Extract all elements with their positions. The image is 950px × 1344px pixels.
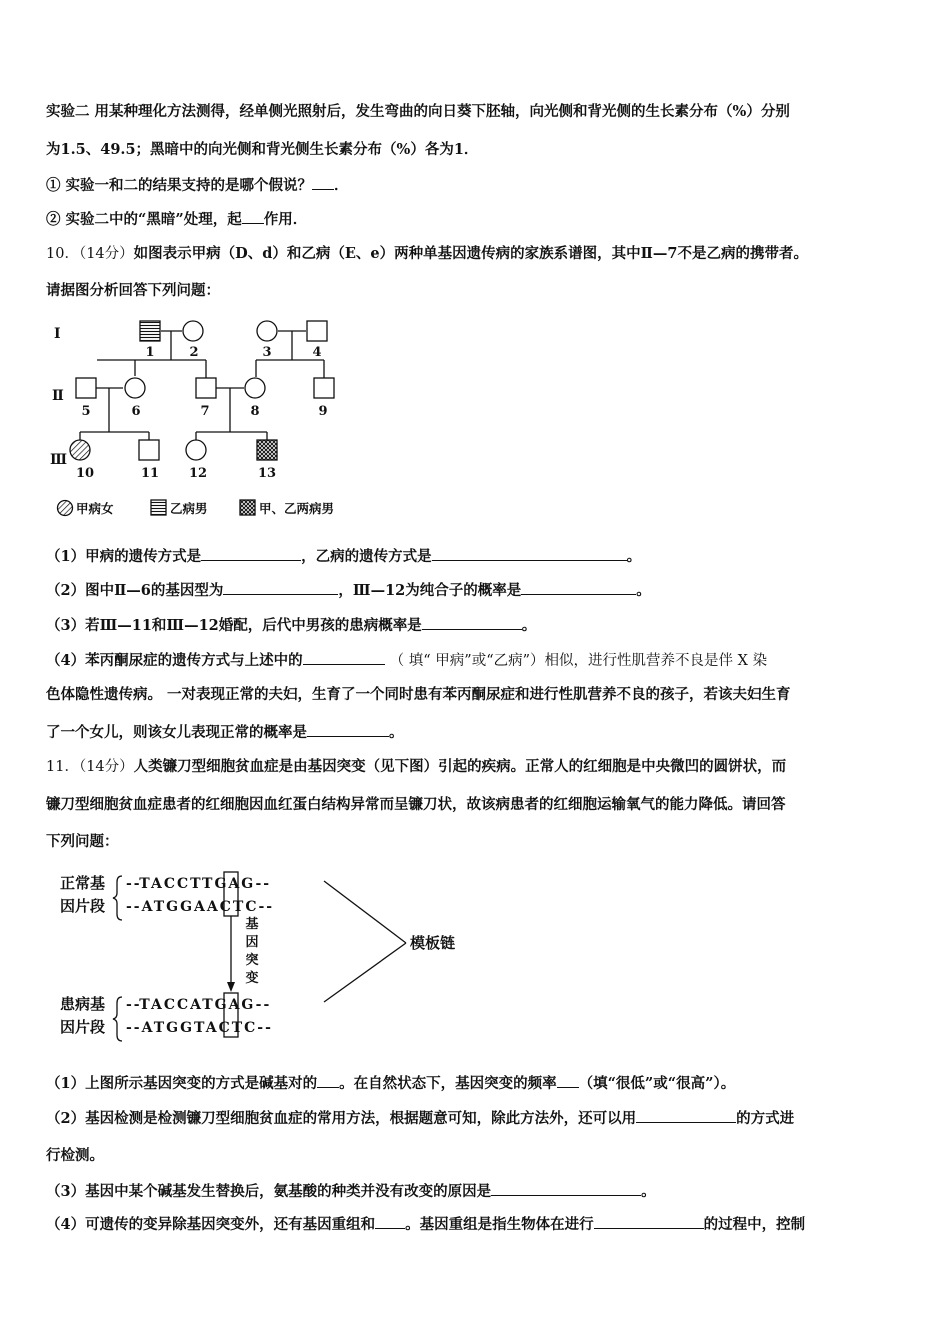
- q11-stem-1: 11．（14分）人类镰刀型细胞贫血症是由基因突变（见下图）引起的疾病。正常人的红细胞是中央微凹的圆饼状，而: [46, 758, 787, 775]
- answer-blank[interactable]: [375, 1214, 405, 1229]
- id-label-6: 6: [131, 404, 141, 419]
- q9-subquestion-2: ② 实验二中的“黑暗”处理，起 作用．: [46, 211, 308, 228]
- individual-4: [307, 321, 327, 341]
- individual-2: [183, 321, 203, 341]
- q10-part-2: （2）图中Ⅱ—6的基因型为 ，Ⅲ—12为纯合子的概率是 。: [46, 582, 651, 599]
- individual-10: [70, 440, 90, 460]
- normal-strand-1: --TACCTTGAG--: [126, 876, 272, 892]
- pedigree-chart: [40, 312, 380, 524]
- q10-stem-1: 10．（14分）如图表示甲病（D、d）和乙病（E、e）两种单基因遗传病的家族系谱图，其中Ⅱ—7不是乙病的携带者。: [46, 245, 808, 262]
- individual-8: [245, 378, 265, 398]
- answer-blank[interactable]: [636, 1108, 736, 1123]
- q11-part-4: （4）可遗传的变异除基因突变外，还有基因重组和 。基因重组是指生物体在进行 的过程中，控制: [46, 1216, 806, 1233]
- individual-5: [76, 378, 96, 398]
- q10-stem-2: 请据图分析回答下列问题：: [46, 282, 220, 299]
- answer-blank[interactable]: [422, 615, 522, 630]
- individual-13: [257, 440, 277, 460]
- q10-part-4: （4）苯丙酮尿症的遗传方式与上述中的 （ 填“ 甲病”或“乙病”）相似，进行性肌营养不良是伴 X 染: [46, 652, 768, 669]
- id-label-10: 10: [75, 466, 95, 481]
- id-label-13: 13: [257, 466, 277, 481]
- answer-blank[interactable]: [521, 580, 636, 595]
- legend-label-both-male: 甲、乙两病男: [259, 501, 335, 516]
- mutant-gene-label-2: 因片段: [60, 1018, 106, 1036]
- template-strand-label: 模板链: [410, 934, 456, 952]
- template-pointer-top: [324, 881, 406, 943]
- id-label-8: 8: [250, 404, 260, 419]
- individual-3: [257, 321, 277, 341]
- answer-blank[interactable]: [432, 546, 627, 561]
- template-pointer-bottom: [324, 943, 406, 1002]
- arrow-label-2: 因: [245, 935, 259, 950]
- q11-part-3: （3）基因中某个碱基发生替换后，氨基酸的种类并没有改变的原因是 。: [46, 1183, 656, 1200]
- individual-1: [140, 321, 160, 341]
- q9-line-1: 实验二 用某种理化方法测得，经单侧光照射后，发生弯曲的向日葵下胚轴，向光侧和背光侧的生长素分布（%）分别: [46, 103, 790, 120]
- id-label-12: 12: [188, 466, 208, 481]
- id-label-9: 9: [318, 404, 328, 419]
- individual-12: [186, 440, 206, 460]
- answer-blank[interactable]: [491, 1181, 641, 1196]
- answer-blank[interactable]: [594, 1214, 704, 1229]
- answer-blank[interactable]: [303, 650, 385, 665]
- gen-label-1: Ⅰ: [54, 326, 61, 342]
- normal-gene-label-1: 正常基: [60, 874, 106, 892]
- mutation-arrowhead: [227, 982, 235, 992]
- q10-part-4-line-2: 色体隐性遗传病。 一对表现正常的夫妇，生育了一个同时患有苯丙酮尿症和进行性肌营养不良的孩子，若该夫妇生育: [46, 686, 791, 703]
- normal-strand-2: --ATGGAACTC--: [126, 899, 275, 915]
- id-label-2: 2: [189, 345, 199, 360]
- individual-6: [125, 378, 145, 398]
- q11-part-2: （2）基因检测是检测镰刀型细胞贫血症的常用方法，根据题意可知，除此方法外，还可以用 的方式进: [46, 1110, 795, 1127]
- q10-part-3: （3）若Ⅲ—11和Ⅲ—12婚配，后代中男孩的患病概率是 。: [46, 617, 537, 634]
- individual-7: [196, 378, 216, 398]
- legend-symbol-both-male: [240, 500, 255, 515]
- gen-label-2: Ⅱ: [52, 388, 64, 404]
- q11-part-2-line-2: 行检测。: [46, 1147, 104, 1164]
- legend-label-yi-male: 乙病男: [170, 501, 208, 516]
- arrow-label-1: 基: [245, 917, 259, 932]
- arrow-label-4: 变: [245, 971, 259, 986]
- q11-stem-3: 下列问题：: [46, 833, 119, 850]
- id-label-7: 7: [200, 404, 210, 419]
- answer-blank[interactable]: [557, 1073, 579, 1088]
- normal-brace: [113, 876, 122, 920]
- legend-label-jia-female: 甲病女: [76, 501, 114, 516]
- answer-blank[interactable]: [201, 546, 301, 561]
- q9-subquestion-1: ① 实验一和二的结果支持的是哪个假说？ ．: [46, 177, 349, 194]
- individual-11: [139, 440, 159, 460]
- q11-part-1: （1）上图所示基因突变的方式是碱基对的 。在自然状态下，基因突变的频率 （填“很低”或“很高”）。: [46, 1075, 736, 1092]
- answer-blank[interactable]: [307, 722, 389, 737]
- id-label-5: 5: [81, 404, 91, 419]
- gen-label-3: Ⅲ: [50, 452, 68, 468]
- answer-blank[interactable]: [223, 580, 338, 595]
- q11-stem-2: 镰刀型细胞贫血症患者的红细胞因血红蛋白结构异常而呈镰刀状，故该病患者的红细胞运输氧气的能力降低。请回答: [46, 796, 786, 813]
- answer-blank[interactable]: [317, 1073, 339, 1088]
- q10-part-4-line-3: 了一个女儿，则该女儿表现正常的概率是 。: [46, 724, 404, 741]
- mutant-strand-2: --ATGGTACTC--: [126, 1020, 273, 1036]
- legend-symbol-yi-male: [151, 500, 166, 515]
- individual-9: [314, 378, 334, 398]
- mutant-gene-label-1: 患病基: [60, 995, 106, 1013]
- mutant-brace: [113, 997, 122, 1041]
- id-label-1: 1: [145, 345, 155, 360]
- legend-symbol-jia-female: [58, 501, 73, 516]
- arrow-label-3: 突: [245, 953, 259, 968]
- answer-blank[interactable]: [242, 209, 264, 224]
- id-label-11: 11: [140, 466, 160, 481]
- q9-line-2: 为1.5、49.5；黑暗中的向光侧和背光侧生长素分布（%）各为1．: [46, 141, 479, 158]
- answer-blank[interactable]: [312, 175, 334, 190]
- mutant-strand-1: --TACCATGAG--: [126, 997, 272, 1013]
- id-label-4: 4: [312, 345, 322, 360]
- q10-part-1: （1）甲病的遗传方式是 ，乙病的遗传方式是 。: [46, 548, 642, 565]
- gene-mutation-diagram: [56, 866, 476, 1041]
- normal-gene-label-2: 因片段: [60, 897, 106, 915]
- id-label-3: 3: [262, 345, 272, 360]
